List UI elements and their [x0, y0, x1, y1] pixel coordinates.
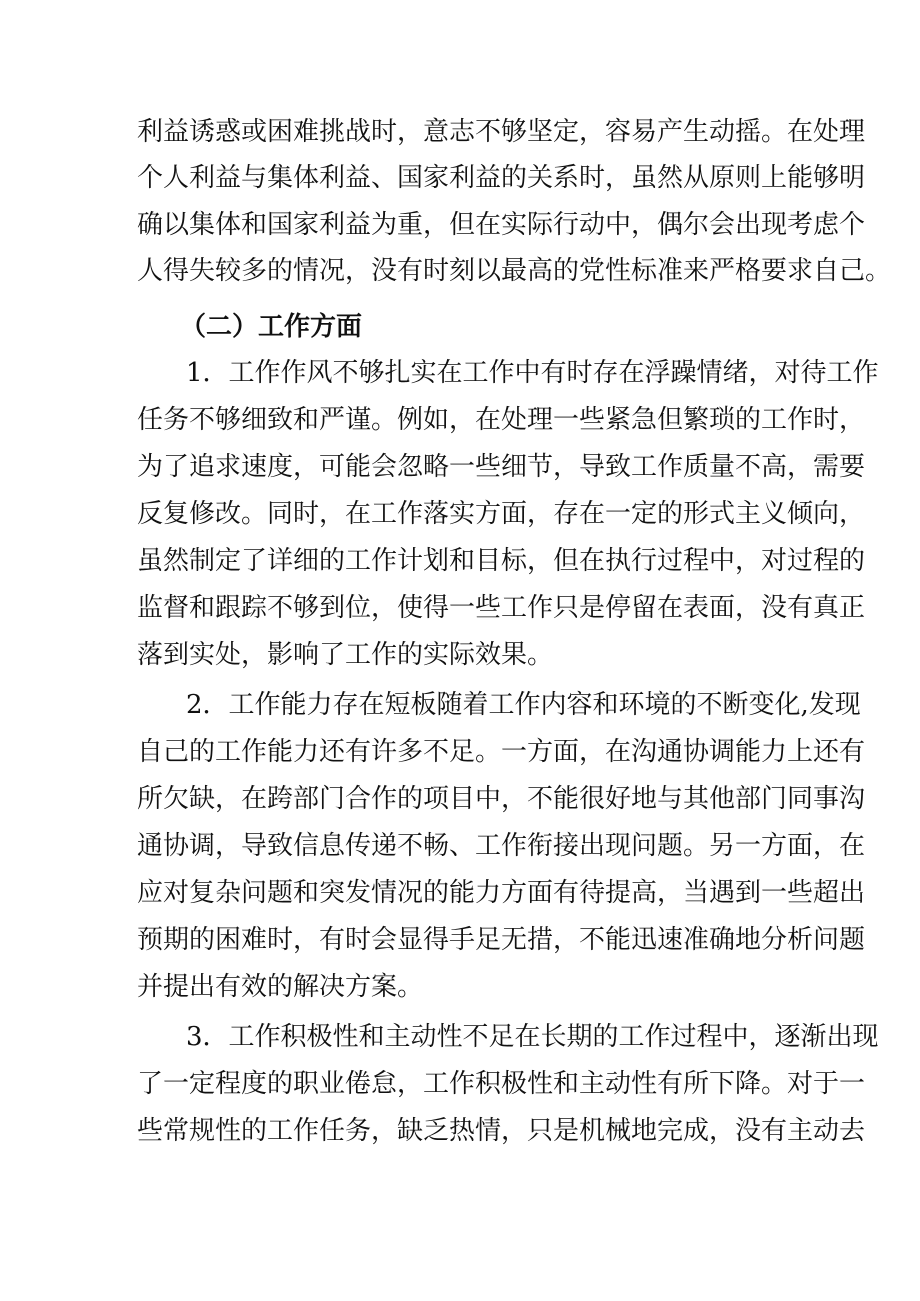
- paragraph-line: 确以集体和国家利益为重，但在实际行动中，偶尔会出现考虑个: [137, 210, 866, 240]
- paragraph-line: 利益诱惑或困难挑战时，意志不够坚定，容易产生动摇。在处理: [137, 117, 866, 147]
- paragraph-line: 为了追求速度，可能会忽略一些细节，导致工作质量不高，需要: [137, 452, 866, 482]
- paragraph-line: 了一定程度的职业倦怠，工作积极性和主动性有所下降。对于一: [137, 1069, 866, 1099]
- paragraph-line: 3．工作积极性和主动性不足在长期的工作过程中，逐渐出现: [186, 1022, 879, 1052]
- paragraph-line: 2．工作能力存在短板随着工作内容和环境的不断变化,发现: [186, 690, 861, 720]
- paragraph-line: 所欠缺，在跨部门合作的项目中，不能很好地与其他部门同事沟: [137, 784, 866, 814]
- paragraph-line: 预期的困难时，有时会显得手足无措，不能迅速准确地分析问题: [137, 925, 866, 955]
- section-heading: （二）工作方面: [180, 312, 363, 342]
- paragraph-line: 些常规性的工作任务，缺乏热情，只是机械地完成，没有主动去: [137, 1116, 866, 1146]
- paragraph-line: 任务不够细致和严谨。例如，在处理一些紧急但繁琐的工作时，: [137, 405, 866, 435]
- paragraph-line: 自己的工作能力还有许多不足。一方面，在沟通协调能力上还有: [137, 737, 866, 767]
- paragraph-line: 人得失较多的情况，没有时刻以最高的党性标准来严格要求自己。: [137, 256, 892, 286]
- paragraph-line: 个人利益与集体利益、国家利益的关系时，虽然从原则上能够明: [137, 163, 866, 193]
- paragraph-line: 监督和跟踪不够到位，使得一些工作只是停留在表面，没有真正: [137, 593, 866, 623]
- paragraph-line: 落到实处，影响了工作的实际效果。: [137, 640, 554, 670]
- paragraph-line: 应对复杂问题和突发情况的能力方面有待提高，当遇到一些超出: [137, 878, 866, 908]
- paragraph-line: 1．工作作风不够扎实在工作中有时存在浮躁情绪，对待工作: [186, 358, 879, 388]
- paragraph-line: 通协调，导致信息传递不畅、工作衔接出现问题。另一方面，在: [137, 831, 866, 861]
- paragraph-line: 并提出有效的解决方案。: [137, 972, 424, 1002]
- paragraph-line: 反复修改。同时，在工作落实方面，存在一定的形式主义倾向，: [137, 499, 866, 529]
- paragraph-line: 虽然制定了详细的工作计划和目标，但在执行过程中，对过程的: [137, 546, 866, 576]
